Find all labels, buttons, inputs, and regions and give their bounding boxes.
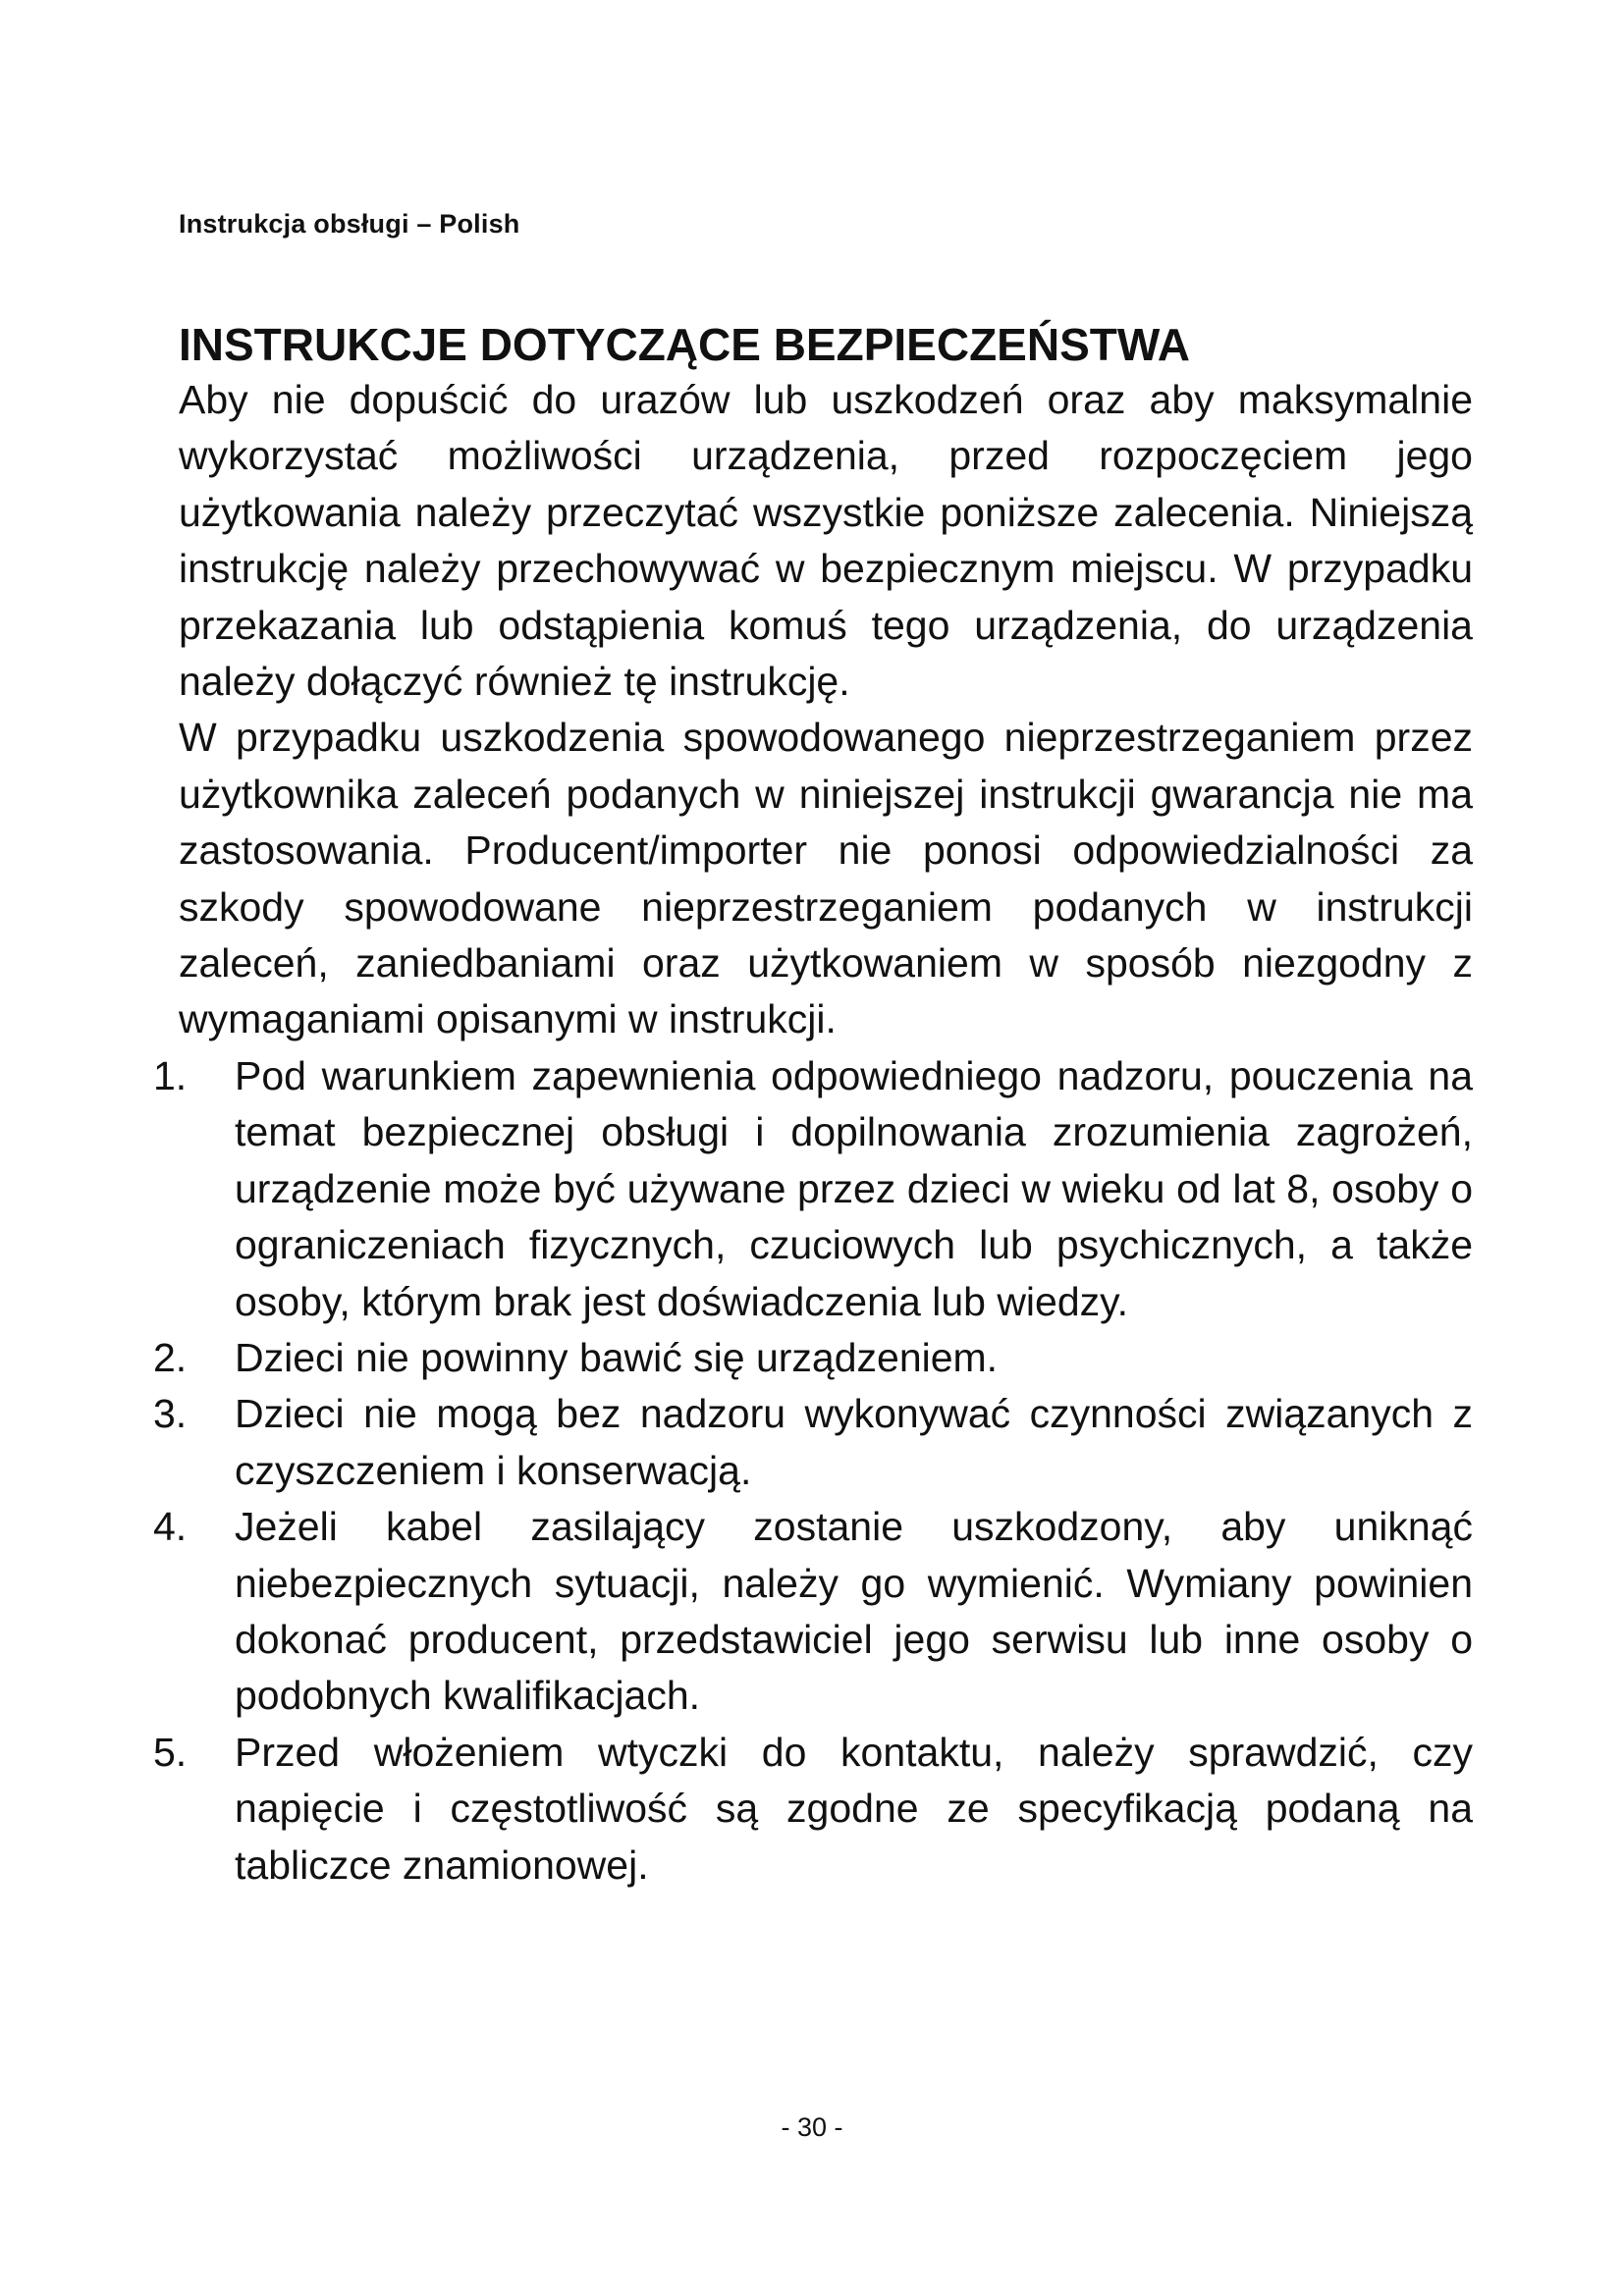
intro-paragraph: Aby nie dopuścić do urazów lub uszkodzeń oraz aby maksymalnie wykorzystać możliwości urządzenia, przed rozpoczęciem jego użytkowania należy przeczytać wszystkie poniższe zalecenia. Niniejszą instrukcję należy przechowywać w bezpiecznym miejscu. W przypadku przekazania lub odstąpienia komuś tego urządzenia, do urządzenia należy dołączyć również tę instrukcję. — [179, 377, 1473, 705]
list-item-number: 2. — [153, 1334, 188, 1380]
list-item-number: 4. — [153, 1504, 188, 1550]
list-item-number: 1. — [153, 1052, 188, 1098]
list-item-text: Dzieci nie mogą bez nadzoru wykonywać czynności związanych z czyszczeniem i konserwacją. — [235, 1391, 1473, 1493]
list-item-text: Dzieci nie powinny bawić się urządzeniem. — [235, 1334, 999, 1380]
list-item — [153, 1499, 1473, 1725]
list-item-text: Jeżeli kabel zasilający zostanie uszkodzony, aby uniknąć niebezpiecznych sytuacji, należy go wymienić. Wymiany powinien dokonać producent, przedstawiciel jego serwisu lub inne osoby o podobnych kwalifikacjach. — [235, 1504, 1473, 1719]
list-item-number: 5. — [153, 1729, 188, 1775]
document-body — [153, 316, 1473, 1894]
running-header: Instrukcja obsługi – Polish — [179, 209, 520, 239]
list-item — [153, 1330, 1473, 1386]
list-item-text: Przed włożeniem wtyczki do kontaktu, należy sprawdzić, czy napięcie i częstotliwość są zgodne ze specyfikacją podaną na tabliczce znamionowej. — [235, 1729, 1473, 1888]
page-number: - 30 - — [781, 2112, 843, 2142]
list-item — [153, 1386, 1473, 1499]
list-item — [153, 1048, 1473, 1330]
list-item — [153, 1725, 1473, 1894]
section-title: INSTRUKCJE DOTYCZĄCE BEZPIECZEŃSTWA — [179, 319, 1190, 370]
list-item-text: Pod warunkiem zapewnienia odpowiedniego nadzoru, pouczenia na temat bezpiecznej obsługi i dopilnowania zrozumienia zagrożeń, urządzenie może być używane przez dzieci w wieku od lat 8, osoby o ograniczeniach fizycznych, czuciowych lub psychicznych, a także osoby, którym brak jest doświadczenia lub wiedzy. — [235, 1052, 1473, 1324]
warranty-paragraph: W przypadku uszkodzenia spowodowanego nieprzestrzeganiem przez użytkownika zaleceń podanych w niniejszej instrukcji gwarancja nie ma zastosowania. Producent/importer nie ponosi odpowiedzialności za szkody spowodowane nieprzestrzeganiem podanych w instrukcji zaleceń, zaniedbaniami oraz użytkowaniem w sposób niezgodny z wymaganiami opisanymi w instrukcji. — [179, 715, 1473, 1042]
safety-rules-list — [153, 1048, 1473, 1894]
list-item-number: 3. — [153, 1391, 188, 1437]
